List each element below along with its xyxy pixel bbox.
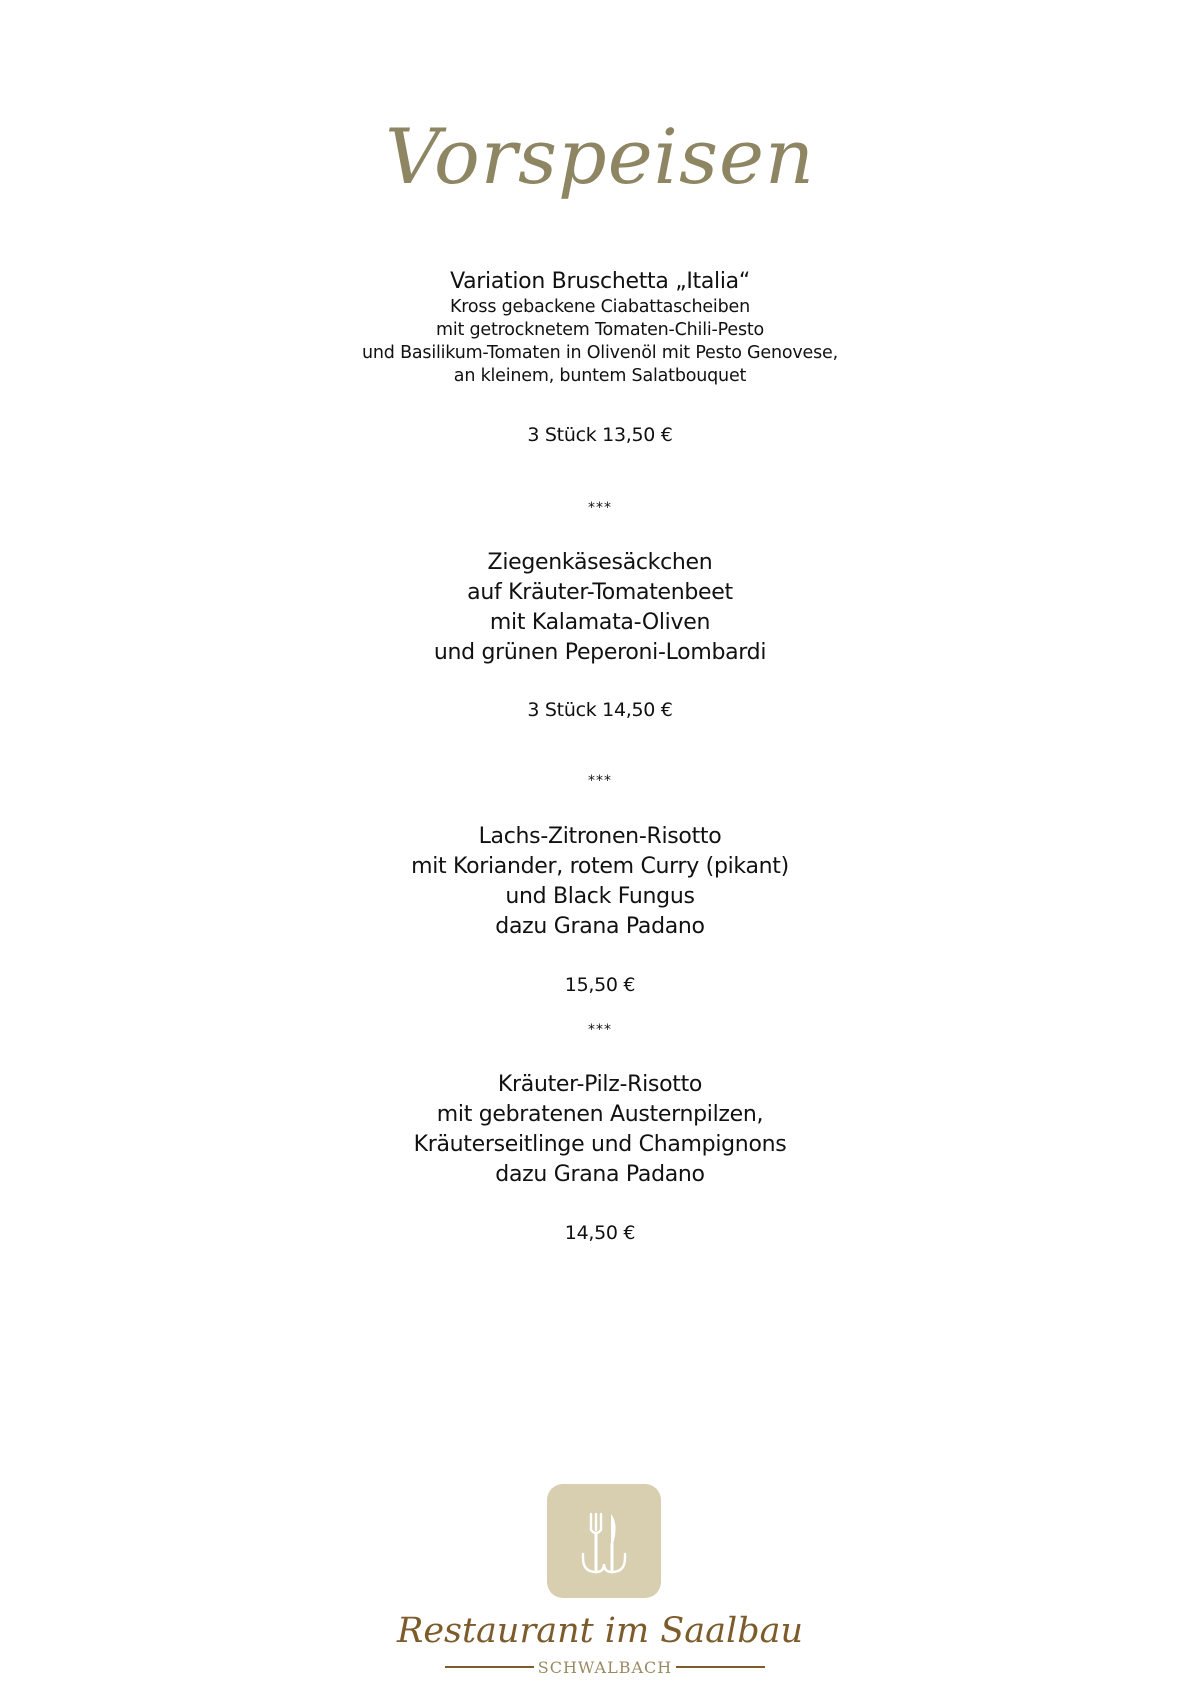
dish-description-line: mit getrocknetem Tomaten-Chili-Pesto: [435, 320, 765, 340]
divider: [445, 1666, 534, 1668]
location-label: SCHWALBACH: [537, 1657, 673, 1677]
dish-description-line: Kräuterseitlinge und Champignons: [413, 1132, 787, 1157]
restaurant-logo: [547, 1484, 661, 1598]
restaurant-name: Restaurant im Saalbau: [396, 1611, 804, 1651]
dish-price: 15,50 €: [564, 974, 636, 996]
separator: ***: [588, 773, 612, 789]
dish-description-line: dazu Grana Padano: [495, 1162, 705, 1187]
dish-price: 3 Stück 13,50 €: [527, 424, 673, 446]
dish-description-line: und grünen Peperoni-Lombardi: [433, 640, 767, 665]
dish-description-line: an kleinem, buntem Salatbouquet: [453, 366, 747, 386]
fork-knife-icon: [547, 1484, 661, 1598]
page-title: Vorspeisen: [385, 112, 815, 201]
dish-pilz-risotto: [0, 1070, 1200, 1190]
dish-description-line: Lachs-Zitronen-Risotto: [478, 824, 722, 849]
dish-description-line: und Black Fungus: [505, 884, 695, 909]
dish-description-line: und Basilikum-Tomaten in Olivenöl mit Pesto Genovese,: [362, 343, 838, 363]
dish-description-line: Kräuter-Pilz-Risotto: [497, 1072, 703, 1097]
dish-description-line: mit Kalamata-Oliven: [489, 610, 711, 635]
separator: ***: [588, 500, 612, 516]
dish-description-line: Kross gebackene Ciabattascheiben: [450, 297, 750, 317]
divider: [676, 1666, 765, 1668]
dish-name: Variation Bruschetta „Italia“: [450, 269, 750, 294]
dish-ziegenkaese: [0, 548, 1200, 668]
dish-description-line: mit gebratenen Austernpilzen,: [436, 1102, 764, 1127]
dish-bruschetta: [0, 268, 1200, 388]
dish-description-line: auf Kräuter-Tomatenbeet: [467, 580, 733, 605]
dish-description-line: dazu Grana Padano: [495, 914, 705, 939]
dish-price: 3 Stück 14,50 €: [527, 699, 673, 721]
restaurant-location: [445, 1656, 765, 1678]
separator: ***: [588, 1022, 612, 1038]
dish-lachs-risotto: [0, 822, 1200, 942]
dish-price: 14,50 €: [564, 1222, 636, 1244]
dish-description-line: mit Koriander, rotem Curry (pikant): [411, 854, 789, 879]
dish-description-line: Ziegenkäsesäckchen: [487, 550, 713, 575]
